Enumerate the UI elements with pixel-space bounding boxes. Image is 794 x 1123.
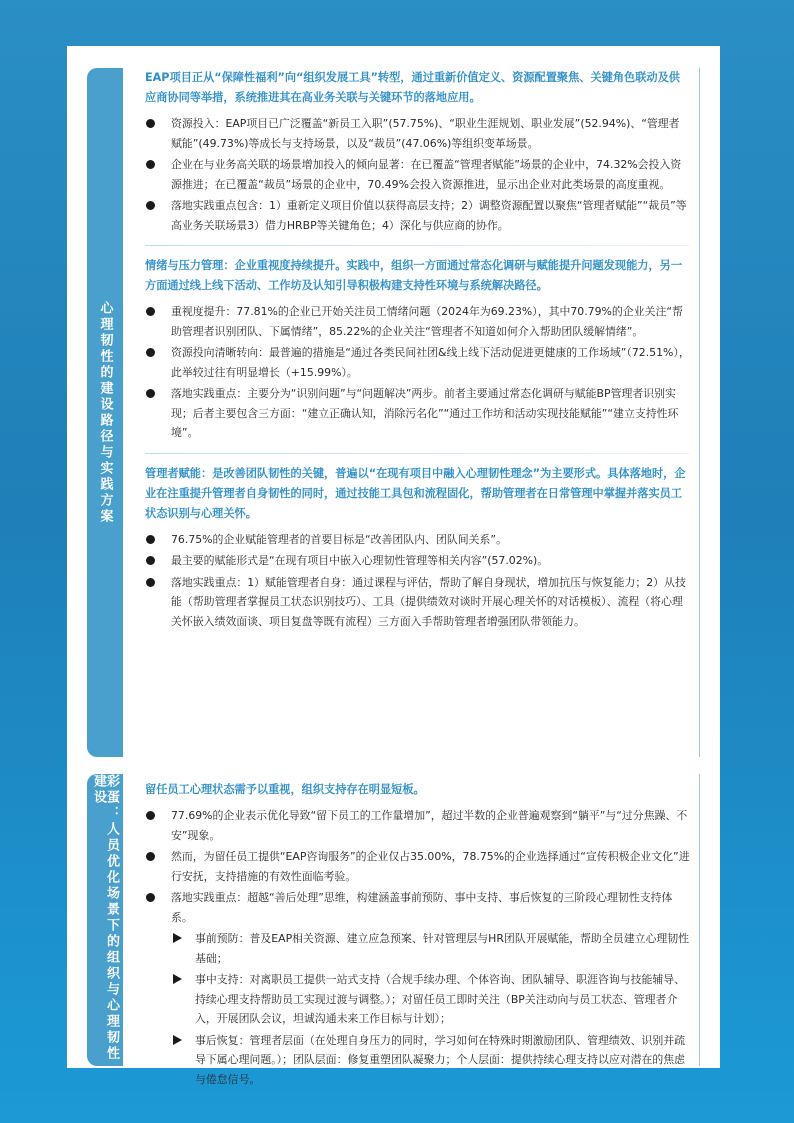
list-item-text: 落地实践重点：主要分为“识别问题”与“问题解决”两步。前者主要通过常态化调研与赋能BP管理者识别实现；后者主要包含三方面：“建立正确认知，消除污名化”“通过工作坊和活动实现技能赋能”“建立支持性环境”。: [171, 387, 679, 439]
list-item: [145, 806, 690, 845]
block-emotion-stress: [145, 256, 690, 443]
sub-list-item: [171, 929, 690, 968]
bullet-dot-icon: [146, 578, 155, 587]
list-item-text: 76.75%的企业赋能管理者的首要目标是“改善团队内、团队间关系”。: [171, 532, 507, 546]
list-item: [145, 196, 690, 235]
bullet-dot-icon: [146, 348, 155, 357]
list-item-text: 落地实践重点：超越“善后处理”思维，构建涵盖事前预防、事中支持、事后恢复的三阶段心理韧性支持体系。: [171, 891, 673, 924]
bullet-dot-icon: [146, 307, 155, 316]
sub-list-item-text: 事后恢复：管理者层面（在处理自身压力的同时，学习如何在特殊时期激励团队、管理绩效、识别并疏导下属心理问题。）；团队层面：修复重塑团队凝聚力；个人层面：提供持续心理支持以应对潜在的焦虑与倦怠信号。: [195, 1033, 686, 1086]
list-item: [145, 114, 690, 153]
bullet-dot-icon: [146, 811, 155, 820]
list-item-text: 资源投入：EAP项目已广泛覆盖“新员工入职”(57.75%)、“职业生涯规划、职业发展”(52.94%)、“管理者赋能”(49.73%)等成长与支持场景，以及“裁员”(47.06%)等组织变革场景。: [171, 117, 680, 150]
section-side-label: [87, 68, 123, 757]
bullet-list: [145, 114, 690, 235]
list-item: [145, 888, 690, 927]
bullet-dot-icon: [146, 119, 155, 128]
bullet-list: [145, 302, 690, 443]
list-item: [145, 573, 690, 632]
block-lead: EAP项目正从“保障性福利”向“组织发展工具”转型，通过重新价值定义、资源配置聚焦、关键角色联动及供应商协同等举措，系统推进其在高业务关联与关键环节的落地应用。: [145, 71, 680, 104]
section-right-rule: [699, 774, 700, 1066]
list-item-text: 最主要的赋能形式是“在现有项目中嵌入心理韧性管理等相关内容”(57.02%)。: [171, 554, 549, 567]
bullet-dot-icon: [146, 201, 155, 210]
section-bonus: [67, 774, 720, 1086]
list-item-text: 然而，为留任员工提供“EAP咨询服务”的企业仅占35.00%，78.75%的企业选择通过“宣传积极企业文化”进行安抚，支持措施的有效性面临考验。: [171, 850, 690, 883]
section-right-rule: [699, 68, 700, 757]
list-item-text: 企业在与业务高关联的场景增加投入的倾向显著：在已覆盖“管理者赋能”场景的企业中，74.32%会投入资源推进；在已覆盖“裁员”场景的企业中，70.49%会投入资源推进，显示出企业对此类场景的高度重视。: [171, 158, 682, 191]
section-content: [145, 68, 690, 633]
triangle-bullet-icon: [173, 933, 182, 943]
bullet-dot-icon: [146, 535, 155, 544]
list-item-text: 77.69%的企业表示优化导致“留下员工的工作量增加”，超过半数的企业普遍观察到“躺平”与“过分焦躁、不安”现象。: [171, 809, 688, 842]
triangle-bullet-icon: [173, 974, 182, 984]
bullet-dot-icon: [146, 893, 155, 902]
bullet-list: [145, 806, 690, 1089]
section-side-title: 彩蛋：人员优化场景下的组织与心理韧性建设: [91, 774, 119, 1062]
list-item: [145, 847, 690, 886]
list-item-text: 落地实践重点包含：1）重新定义项目价值以获得高层支持；2）调整资源配置以聚焦“管理者赋能”“裁员”等高业务关联场景3）借力HRBP等关键角色；4）深化与供应商的协作。: [171, 199, 687, 232]
list-item: [145, 155, 690, 194]
list-item: [145, 302, 690, 341]
sub-list-item: [171, 1031, 690, 1090]
list-item: [145, 343, 690, 382]
divider: [145, 245, 690, 246]
block-manager-empower: [145, 464, 690, 632]
sub-list-item: [171, 970, 690, 1029]
sub-list-item-text: 事中支持：对离职员工提供一站式支持（合规手续办理、个体咨询、团队辅导、职涯咨询与技能辅导、持续心理支持帮助员工实现过渡与调整。）；对留任员工即时关注（BP关注动向与员工状态、管理者介入，开展团队会议，坦诚沟通未来工作目标与计划）；: [195, 973, 686, 1025]
list-item-text: 落地实践重点：1）赋能管理者自身：通过课程与评估，帮助了解自身现状，增加抗压与恢复能力；2）从技能（帮助管理者掌握员工状态识别技巧）、工具（提供绩效对谈时开展心理关怀的对话模板）、流程（将心理关怀嵌入绩效面谈、项目复盘等既有流程）三方面入手帮助管理者增强团队带领能力。: [171, 575, 686, 628]
list-item-text: 重视度提升：77.81%的企业已开始关注员工情绪问题（2024年为69.23%），其中70.79%的企业关注“帮助管理者识别团队、下属情绪”，85.22%的企业关注“管理者不知道如何介入帮助团队缓解情绪”。: [171, 305, 683, 338]
section-resilience-path: [67, 68, 720, 757]
sub-list-item-text: 事前预防：普及EAP相关资源、建立应急预案、针对管理层与HR团队开展赋能，帮助全员建立心理韧性基础；: [195, 932, 690, 965]
section-side-label: [87, 774, 123, 1066]
divider: [145, 453, 690, 454]
bullet-dot-icon: [146, 389, 155, 398]
block-eap: [145, 68, 690, 235]
list-item-text: 资源投向清晰转向：最普遍的措施是“通过各类民间社团&线上线下活动促进更健康的工作场域”（72.51%），此举较过往有明显增长（+15.99%）。: [171, 346, 690, 379]
section-side-title: 心理韧性的建设路径与实践方案: [97, 300, 113, 525]
block-lead: 管理者赋能：是改善团队韧性的关键，普遍以“在现有项目中融入心理韧性理念”为主要形式。具体落地时，企业在注重提升管理者自身韧性的同时，通过技能工具包和流程固化，帮助管理者在日常管理中掌握并落实员工状态识别与心理关怀。: [145, 466, 686, 520]
bullet-dot-icon: [146, 556, 155, 565]
list-item: [145, 551, 690, 571]
block-lead: 情绪与压力管理：企业重视度持续提升。实践中，组织一方面通过常态化调研与赋能提升问题发现能力，另一方面通过线上线下活动、工作坊及认知引导积极构建支持性环境与系统解决路径。: [145, 259, 683, 292]
bullet-dot-icon: [146, 160, 155, 169]
bullet-list: [145, 530, 690, 632]
block-lead: 留任员工心理状态需予以重视，组织支持存在明显短板。: [145, 783, 425, 796]
list-item: [145, 384, 690, 443]
list-item: [145, 530, 690, 550]
document-page: [67, 46, 720, 1086]
section-content: [145, 780, 690, 1091]
triangle-bullet-icon: [173, 1035, 182, 1045]
bullet-dot-icon: [146, 852, 155, 861]
